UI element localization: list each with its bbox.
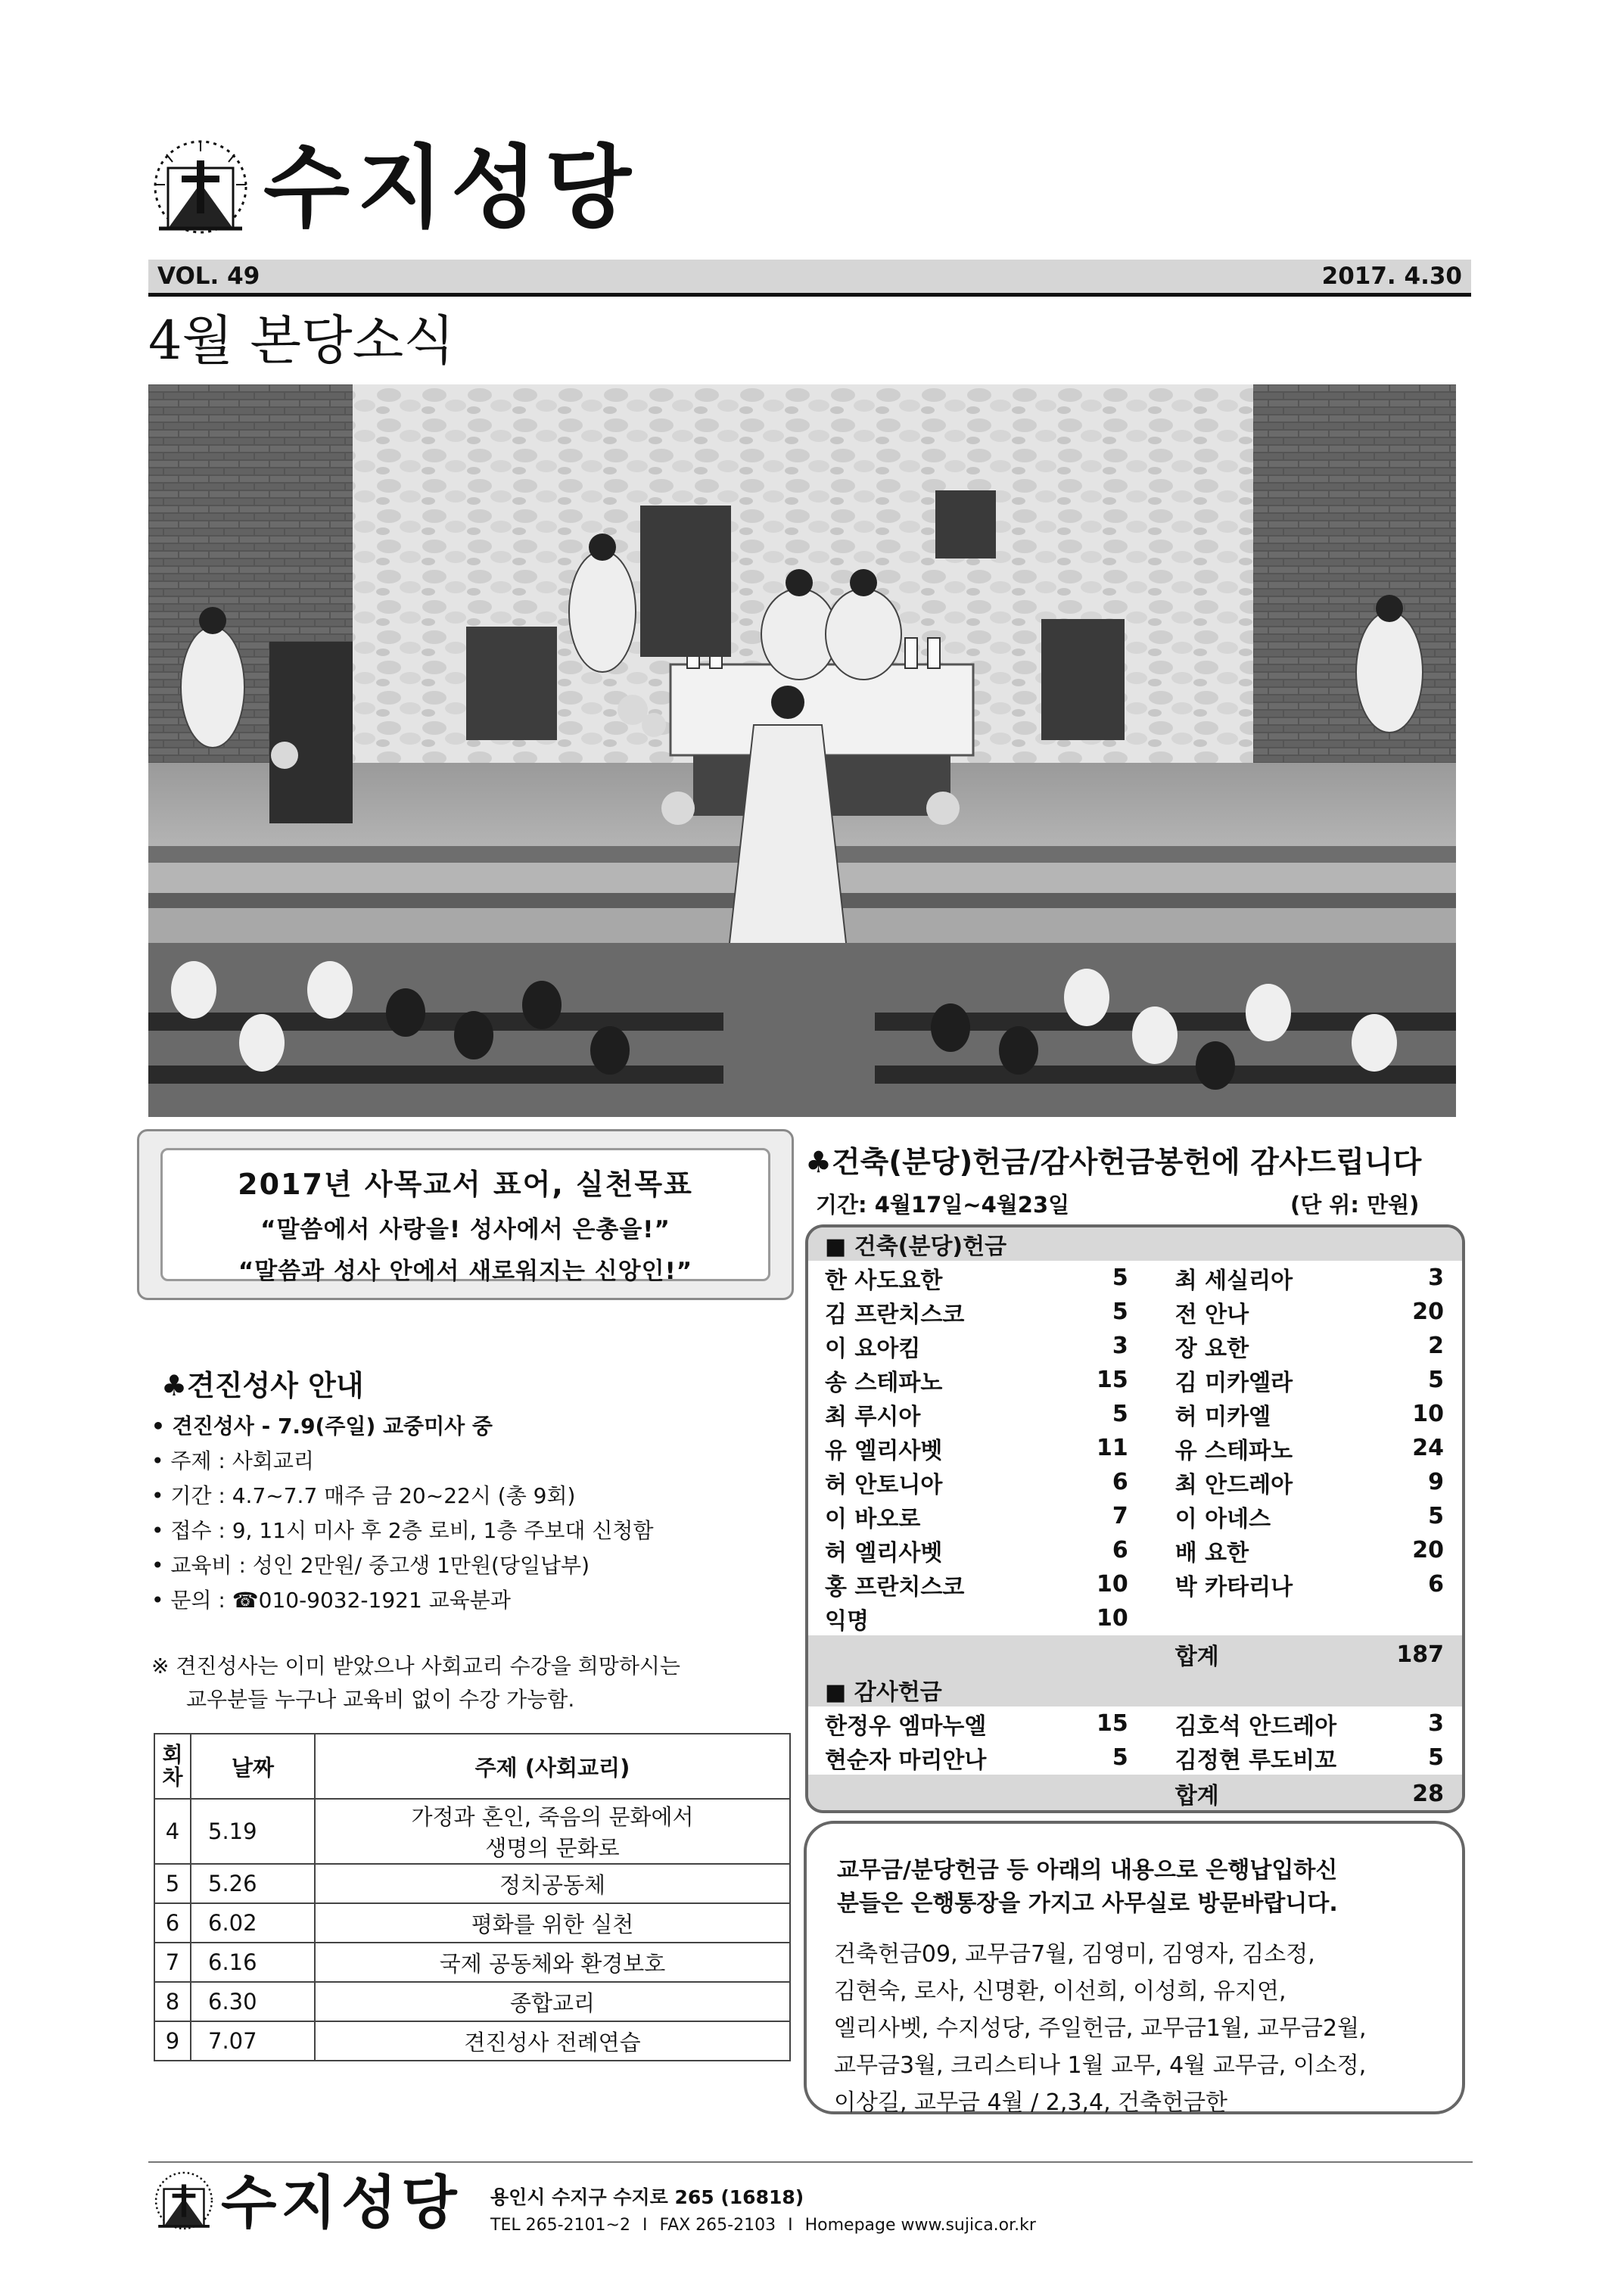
list-item: • 교육비 : 성인 2만원/ 중고생 1만원(당일납부) xyxy=(151,1553,590,1578)
donation-row xyxy=(808,1363,1462,1397)
building-donation-table xyxy=(808,1227,1462,1812)
volume-bar xyxy=(148,260,1471,297)
donation-amount: 6 xyxy=(1428,1571,1444,1598)
page-title: 4월 본당소식 xyxy=(148,310,455,372)
section-header xyxy=(808,1227,1462,1261)
donation-box xyxy=(805,1224,1465,1813)
mass-photo-image xyxy=(148,384,1456,1117)
donation-row xyxy=(808,1706,1462,1741)
donor-name: 최 세실리아 xyxy=(1174,1267,1293,1294)
list-item: 건축헌금09, 교무금7월, 김영미, 김영자, 김소정, xyxy=(834,1941,1315,1968)
donation-amount: 5 xyxy=(1428,1367,1444,1393)
donor-name: 홍 프란치스코 xyxy=(825,1573,965,1601)
donation-row xyxy=(808,1567,1462,1601)
cell-round: 5 xyxy=(154,1864,191,1903)
header-round: 회 차 xyxy=(154,1734,191,1799)
cell-round: 8 xyxy=(154,1982,191,2021)
donation-amount: 5 xyxy=(1428,1503,1444,1529)
donor-name: 배 요한 xyxy=(1174,1539,1249,1566)
donor-name: 유 스테파노 xyxy=(1174,1437,1293,1464)
footer-homepage-link[interactable]: Homepage www.sujica.or.kr xyxy=(804,2216,1036,2235)
thanks-donation-rows xyxy=(808,1706,1462,1775)
donation-amount: 5 xyxy=(1112,1401,1128,1427)
confirmation-schedule-table xyxy=(154,1733,791,2061)
cell-topic: 종합교리 xyxy=(315,1982,790,2021)
table-row xyxy=(154,1864,790,1903)
cell-date: 6.16 xyxy=(191,1943,315,1982)
cell-date: 5.26 xyxy=(191,1864,315,1903)
bank-notice-heading: 교무금/분당헌금 등 아래의 내용으로 은행납입하신 분들은 은행통장을 가지고 사무실로 방문바랍니다. xyxy=(837,1857,1338,1917)
table-row xyxy=(154,1982,790,2021)
cell-date: 7.07 xyxy=(191,2021,315,2061)
donor-name: 최 루시아 xyxy=(825,1403,921,1430)
donation-row xyxy=(808,1295,1462,1329)
note-line: 교우분들 누구나 교육비 없이 수강 가능함. xyxy=(186,1687,575,1712)
donor-name: 김정현 루도비꼬 xyxy=(1174,1747,1337,1774)
donation-row xyxy=(808,1533,1462,1567)
donation-amount: 15 xyxy=(1097,1367,1128,1393)
donation-period: 기간: 4월17일~4월23일 xyxy=(816,1192,1070,1218)
donor-name: 장 요한 xyxy=(1174,1335,1249,1362)
header-date: 날짜 xyxy=(191,1734,315,1799)
pastoral-goal-title: 2017년 사목교서 표어, 실천목표 xyxy=(238,1168,693,1201)
list-item: • 문의 : ☎010-9032-1921 교육분과 xyxy=(151,1588,511,1613)
cell-round: 9 xyxy=(154,2021,191,2061)
pastoral-goal-inner xyxy=(160,1148,770,1285)
donation-row xyxy=(808,1397,1462,1431)
cell-date: 6.30 xyxy=(191,1982,315,2021)
section-header xyxy=(808,1673,1462,1706)
donation-row xyxy=(808,1329,1462,1363)
footer-church-name: 수지성당 xyxy=(221,2169,462,2236)
masthead-title: 수지성당 xyxy=(263,135,639,240)
cell-round: 4 xyxy=(154,1799,191,1864)
donation-row xyxy=(808,1431,1462,1465)
church-cross-icon xyxy=(154,2170,214,2231)
donation-row xyxy=(808,1601,1462,1635)
donor-name: 김호석 안드레아 xyxy=(1174,1713,1337,1740)
donation-amount: 3 xyxy=(1428,1265,1444,1291)
donation-amount: 10 xyxy=(1097,1605,1128,1632)
table-row xyxy=(154,1799,790,1864)
donation-row xyxy=(808,1465,1462,1499)
table-row xyxy=(154,2021,790,2061)
donation-amount: 10 xyxy=(1097,1571,1128,1598)
donation-amount: 15 xyxy=(1097,1710,1128,1737)
footer-divider xyxy=(148,2161,1473,2163)
confirmation-note xyxy=(151,1650,802,1716)
donor-name: 이 아네스 xyxy=(1174,1505,1271,1532)
donation-amount: 11 xyxy=(1097,1435,1128,1461)
donation-amount: 6 xyxy=(1112,1537,1128,1563)
donor-name: 허 미카엘 xyxy=(1174,1403,1271,1430)
donation-amount: 9 xyxy=(1428,1469,1444,1495)
donor-name: 현순자 마리안나 xyxy=(825,1747,987,1774)
donor-name: 익명 xyxy=(825,1607,869,1635)
footer-tel: TEL 265-2101~2 xyxy=(490,2216,630,2235)
bank-notice-list xyxy=(834,1936,1439,2121)
donation-amount: 6 xyxy=(1112,1469,1128,1495)
cell-round: 7 xyxy=(154,1943,191,1982)
footer-contact xyxy=(490,2216,1036,2235)
list-item: • 견진성사 - 7.9(주일) 교중미사 중 xyxy=(151,1414,493,1439)
cell-topic: 정치공동체 xyxy=(315,1864,790,1903)
sum-value: 28 xyxy=(1396,1775,1462,1812)
table-row xyxy=(154,1943,790,1982)
list-item: 이상길, 교무금 4월 / 2,3,4, 건축헌금한 xyxy=(834,2089,1228,2116)
donation-section-title: ♣건축(분당)헌금/감사헌금봉헌에 감사드립니다 xyxy=(805,1146,1422,1180)
list-item: • 주제 : 사회교리 xyxy=(151,1448,314,1473)
cell-topic: 가정과 혼인, 죽음의 문화에서 생명의 문화로 xyxy=(315,1799,790,1864)
donation-row xyxy=(808,1741,1462,1775)
donation-amount xyxy=(1396,1601,1462,1635)
donor-name: 허 엘리사벳 xyxy=(825,1539,943,1566)
footer-separator: I xyxy=(788,2216,793,2235)
donation-row xyxy=(808,1261,1462,1295)
sum-row xyxy=(808,1635,1462,1673)
table-row xyxy=(154,1903,790,1943)
footer-separator: I xyxy=(642,2216,648,2235)
donation-amount: 5 xyxy=(1112,1744,1128,1771)
donation-amount: 20 xyxy=(1412,1299,1444,1325)
building-donation-rows xyxy=(808,1261,1462,1635)
donation-amount: 3 xyxy=(1112,1333,1128,1359)
pastoral-goal: “말씀과 성사 안에서 새로워지는 신앙인!” xyxy=(238,1258,693,1285)
cell-topic: 평화를 위한 실천 xyxy=(315,1903,790,1943)
donor-name: 김 프란치스코 xyxy=(825,1301,965,1328)
sum-row xyxy=(808,1775,1462,1812)
cell-round: 6 xyxy=(154,1903,191,1943)
donor-name: 김 미카엘라 xyxy=(1174,1369,1293,1396)
donor-name: 한정우 엠마누엘 xyxy=(825,1713,987,1740)
donation-amount: 10 xyxy=(1412,1401,1444,1427)
donor-name: 송 스테파노 xyxy=(825,1369,943,1396)
footer-fax: FAX 265-2103 xyxy=(659,2216,776,2235)
volume-label: VOL. 49 xyxy=(157,263,260,290)
issue-date: 2017. 4.30 xyxy=(1321,263,1462,290)
donor-name: 최 안드레아 xyxy=(1174,1471,1293,1498)
pastoral-motto: “말씀에서 사랑을! 성사에서 은총을!” xyxy=(260,1216,670,1243)
cell-topic: 국제 공동체와 환경보호 xyxy=(315,1943,790,1982)
list-item: 김현숙, 로사, 신명환, 이선희, 이성희, 유지연, xyxy=(834,1978,1286,2005)
donation-amount: 7 xyxy=(1112,1503,1128,1529)
list-item: 교무금3월, 크리스티나 1월 교무, 4월 교무금, 이소정, xyxy=(834,2052,1367,2079)
cell-date: 6.02 xyxy=(191,1903,315,1943)
note-line: ※ 견진성사는 이미 받았으나 사회교리 수강을 희망하시는 xyxy=(151,1654,680,1678)
confirmation-section-title: ♣견진성사 안내 xyxy=(161,1369,364,1402)
donation-row xyxy=(808,1499,1462,1533)
sum-label: 합계 xyxy=(1165,1775,1397,1812)
pastoral-goal-box xyxy=(137,1129,794,1300)
donor-name: 전 안나 xyxy=(1174,1301,1249,1328)
sum-label: 합계 xyxy=(1165,1635,1397,1673)
list-item: • 접수 : 9, 11시 미사 후 2층 로비, 1층 주보대 신청함 xyxy=(151,1518,654,1543)
donation-amount: 20 xyxy=(1412,1537,1444,1563)
bank-notice-box xyxy=(804,1821,1465,2114)
thanks-donation-header: ■ 감사헌금 xyxy=(808,1673,1462,1706)
donor-name: 한 사도요한 xyxy=(825,1267,943,1294)
list-item: 엘리사벳, 수지성당, 주일헌금, 교무금1월, 교무금2월, xyxy=(834,2015,1367,2042)
list-item: • 기간 : 4.7~7.7 매주 금 20~22시 (총 9회) xyxy=(151,1483,576,1508)
building-donation-header: ■ 건축(분당)헌금 xyxy=(808,1227,1462,1261)
header-topic: 주제 (사회교리) xyxy=(315,1734,790,1799)
donation-amount: 5 xyxy=(1112,1299,1128,1325)
donor-name: 허 안토니아 xyxy=(825,1471,943,1498)
donor-name: 이 요아킴 xyxy=(825,1335,921,1362)
confirmation-info-list xyxy=(151,1409,810,1618)
footer-address: 용인시 수지구 수지로 265 (16818) xyxy=(490,2186,804,2208)
donation-amount: 2 xyxy=(1428,1333,1444,1359)
sum-value: 187 xyxy=(1396,1635,1462,1673)
donation-amount: 3 xyxy=(1428,1710,1444,1737)
cell-topic: 견진성사 전례연습 xyxy=(315,2021,790,2061)
cell-date: 5.19 xyxy=(191,1799,315,1864)
donor-name: 이 바오로 xyxy=(825,1505,921,1532)
donation-amount: 5 xyxy=(1428,1744,1444,1771)
donor-name: 박 카타리나 xyxy=(1174,1573,1293,1601)
table-header-row xyxy=(154,1734,790,1799)
donation-amount: 24 xyxy=(1412,1435,1444,1461)
church-cross-icon xyxy=(151,138,250,236)
donation-amount: 5 xyxy=(1112,1265,1128,1291)
donor-name xyxy=(1165,1601,1397,1635)
donor-name: 유 엘리사벳 xyxy=(825,1437,943,1464)
donation-unit: (단 위: 만원) xyxy=(1290,1192,1420,1218)
